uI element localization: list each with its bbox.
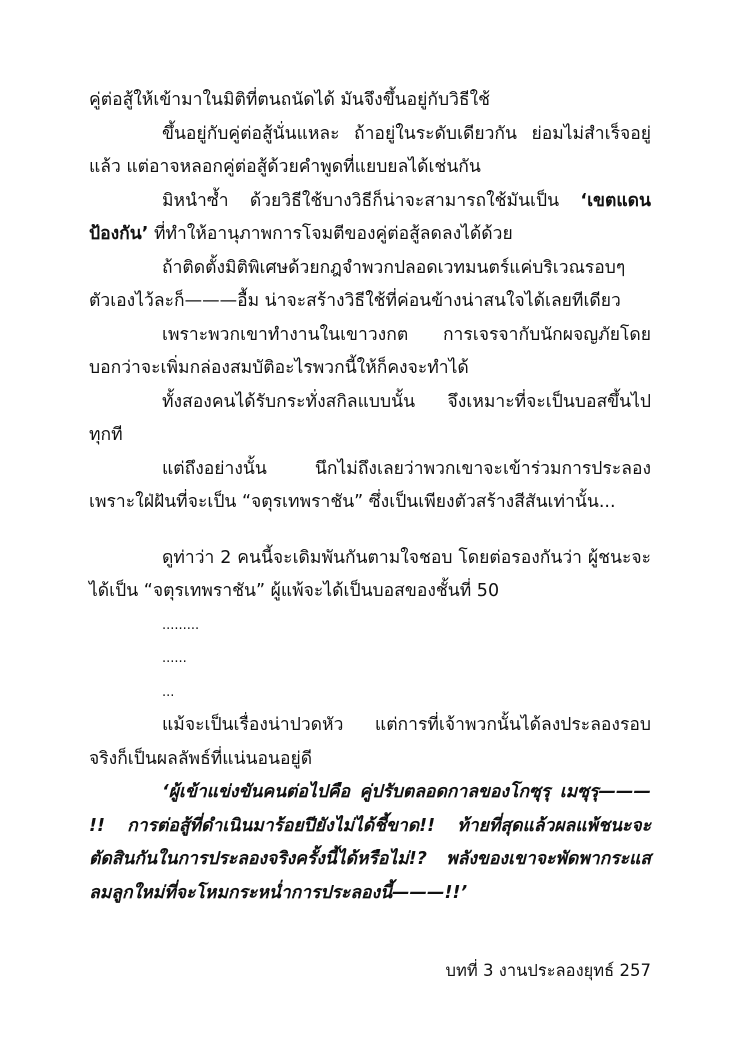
ellipsis-line: ......... — [162, 617, 200, 633]
paragraph-text: ที่ทำให้อานุภาพการโจมตีของคู่ต่อสู้ลดลงได้ด้วย — [148, 224, 513, 244]
ellipsis-line: ...... — [162, 651, 187, 666]
body-text — [89, 84, 651, 910]
bold-term: ‘เขตแดนป้องกัน’ — [89, 190, 651, 244]
paragraph: ขึ้นอยู่กับคู่ต่อสู้นั่นแหละ ถ้าอยู่ในระดับเดียวกัน ย่อมไม่สำเร็จอยู่แล้ว แต่อาจหลอกคู่ต่อสู้ด้วยคำพูดที่แยบยลได้เช่นกัน — [89, 123, 651, 177]
paragraph: แต่ถึงอย่างนั้น นึกไม่ถึงเลยว่าพวกเขาจะเข้าร่วมการประลองเพราะใฝ่ฝันที่จะเป็น “จตุรเทพราชัน” ซึ่งเป็นเพียงตัวสร้างสีสันเท่านั้น... — [89, 458, 651, 512]
paragraph: คู่ต่อสู้ให้เข้ามาในมิติที่ตนถนัดได้ มันจึงขึ้นอยู่กับวิธีใช้ — [89, 90, 491, 110]
page-footer: บทที่ 3 งานประลองยุทธ์ 257 — [445, 961, 651, 980]
section-gap — [89, 520, 651, 542]
paragraph: ทั้งสองคนได้รับกระทั่งสกิลแบบนั้น จึงเหมาะที่จะเป็นบอสขึ้นไปทุกที — [89, 391, 651, 445]
paragraph: แม้จะเป็นเรื่องน่าปวดหัว แต่การที่เจ้าพวกนั้นได้ลงประลองรอบจริงก็เป็นผลลัพธ์ที่แน่นอนอยู่ดี — [89, 715, 651, 769]
paragraph-text: มิหนำซ้ำ ด้วยวิธีใช้บางวิธีก็น่าจะสามารถใช้มันเป็น — [162, 190, 581, 211]
paragraph: เพราะพวกเขาทำงานในเขาวงกต การเจรจากับนักผจญภัยโดยบอกว่าจะเพิ่มกล่องสมบัติอะไรพวกนี้ให้ก็คงจะทำได้ — [89, 324, 651, 378]
paragraph: ดูท่าว่า 2 คนนี้จะเดิมพันกันตามใจชอบ โดยต่อรองกันว่า ผู้ชนะจะได้เป็น “จตุรเทพราชัน” ผู้แพ้จะได้เป็นบอสของชั้นที่ 50 — [89, 547, 651, 601]
paragraph — [89, 185, 651, 252]
announcer-quote: ‘ผู้เข้าแข่งขันคนต่อไปคือ คู่ปรับตลอดกาลของโกซุรุ เมซุรุ——— !! การต่อสู้ที่ดำเนินมาร้อยปียังไม่ได้ชี้ขาด!! ท้ายที่สุดแล้วผลแพ้ชนะจะตัดสินกันในการประลองจริงครั้งนี้ได้หรือไม่!? พลังของเขาจะพัดพากระแสลมลูกใหม่ที่จะโหมกระหน่ำการประลองนี้———!!’ — [89, 782, 651, 903]
paragraph: ถ้าติดตั้งมิติพิเศษด้วยกฎจำพวกปลอดเวทมนตร์แค่บริเวณรอบๆ ตัวเองไว้ละก็———อื้ม น่าจะสร้างวิธีใช้ที่ค่อนข้างน่าสนใจได้เลยทีเดียว — [89, 257, 626, 311]
ellipsis-line: ... — [162, 684, 175, 700]
